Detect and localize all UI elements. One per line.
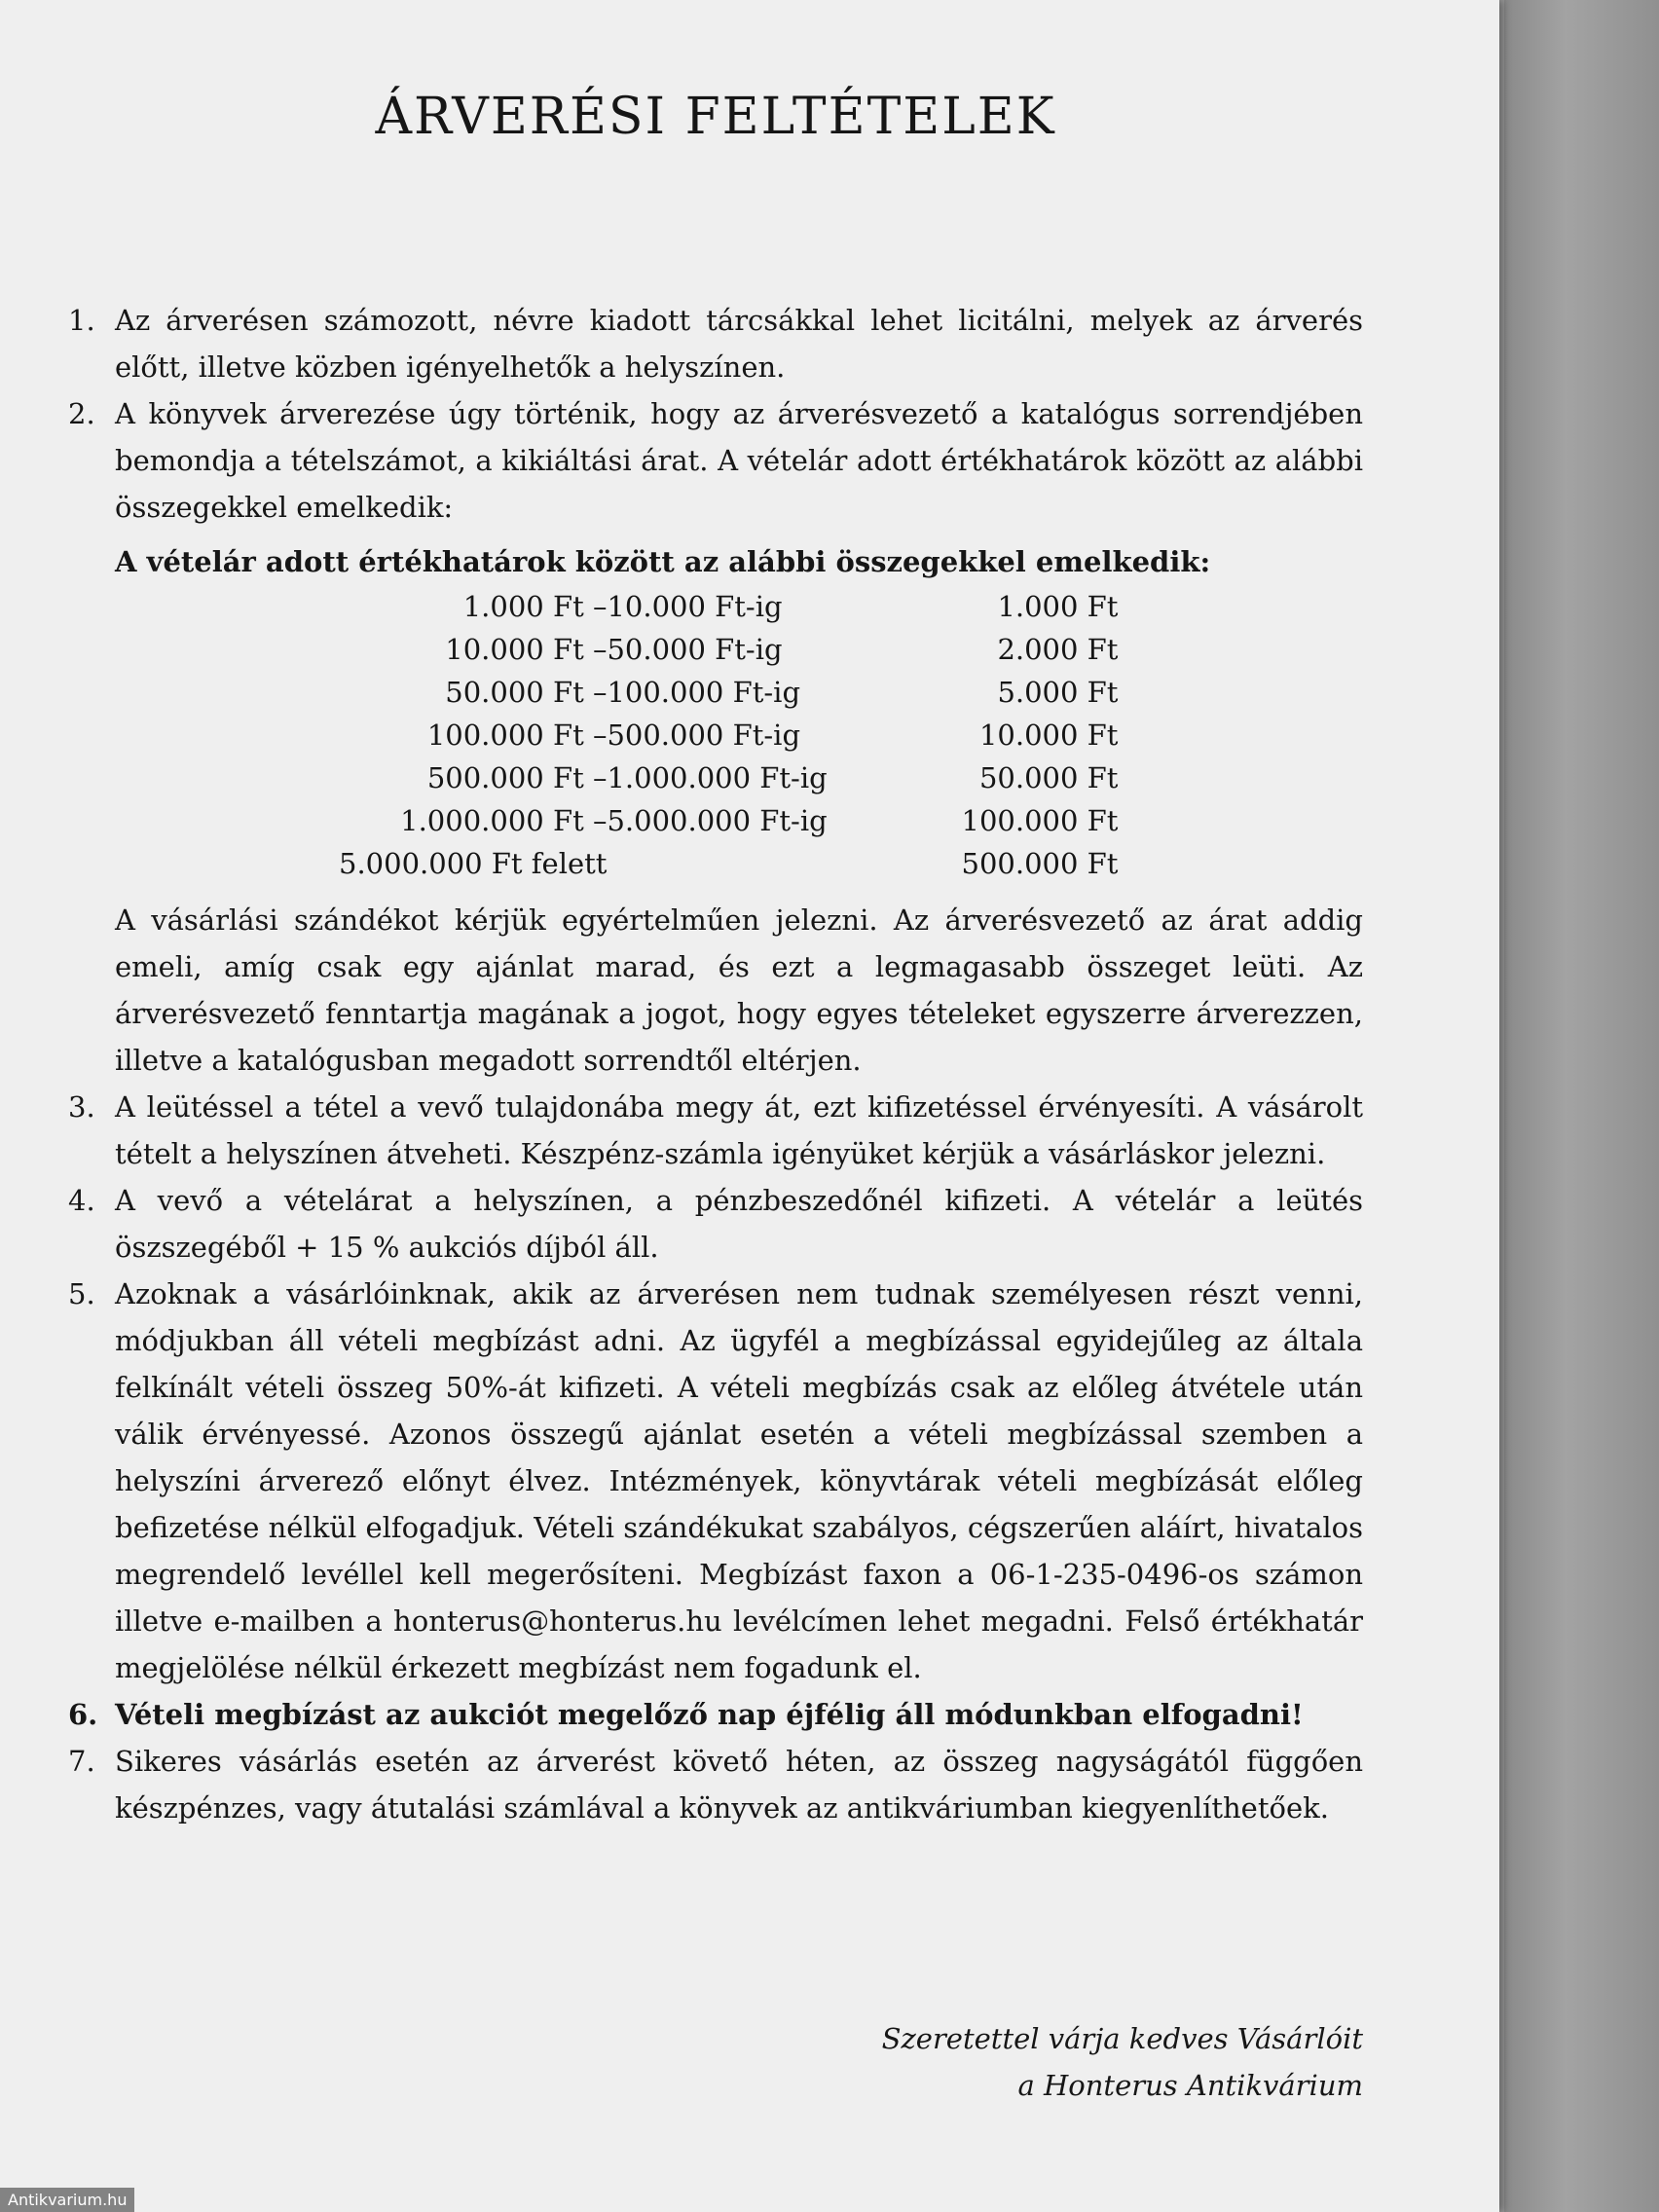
increment-step: 10.000 Ft	[978, 719, 1119, 752]
term-item-3	[68, 1084, 1363, 1177]
term-number: 3.	[68, 1090, 95, 1124]
increment-step: 100.000 Ft	[961, 804, 1119, 837]
table-row	[339, 756, 1118, 799]
signature-line-2: a Honterus Antikvárium	[1017, 2069, 1363, 2102]
term-item-4	[68, 1177, 1363, 1271]
bid-increment-heading: A vételár adott értékhatárok között az alábbi összegekkel emelkedik:	[115, 545, 1211, 578]
term-number: 7.	[68, 1745, 95, 1778]
term-text: Az árverésen számozott, névre kiadott tárcsákkal lehet licitálni, melyek az árverés előtt, illetve közben igényelhetők a helyszínen.	[115, 304, 1363, 384]
term-text: A könyvek árverezése úgy történik, hogy az árverésvezető a katalógus sorrendjében bemondja a tételszámot, a kikiáltási árat. A vételár adott értékhatárok között az alábbi összegekkel emelkedik:	[115, 397, 1363, 524]
range-from: 50.000 Ft –	[445, 676, 608, 709]
range-to	[607, 842, 918, 885]
bid-increment-table	[115, 538, 1363, 885]
term-item-1	[68, 297, 1363, 390]
term-item-2	[68, 390, 1363, 1084]
term-item-5	[68, 1271, 1363, 1691]
increment-step: 2.000 Ft	[997, 633, 1119, 666]
term-text: A leütéssel a tétel a vevő tulajdonába megy át, ezt kifizetéssel érvényesíti. A vásárolt tételt a helyszínen átveheti. Készpénz-számla igényüket kérjük a vásárláskor jelezni.	[115, 1090, 1363, 1170]
table-row	[339, 799, 1118, 842]
range-to: 10.000 Ft-ig	[607, 590, 783, 623]
term-number: 4.	[68, 1184, 95, 1217]
increment-step: 50.000 Ft	[978, 761, 1119, 794]
watermark: Antikvarium.hu	[0, 2188, 134, 2212]
term-number: 2.	[68, 397, 95, 430]
term-text: Sikeres vásárlás esetén az árverést követő héten, az összeg nagyságától függően készpénzes, vagy átutalási számlával a könyvek az antikváriumban kiegyenlíthetőek.	[115, 1745, 1363, 1825]
range-from: 1.000.000 Ft –	[400, 804, 608, 837]
signature-block	[882, 2015, 1363, 2109]
background-surface	[1504, 0, 1659, 2212]
term-item-6	[68, 1691, 1363, 1738]
range-from: 100.000 Ft –	[426, 719, 608, 752]
range-to: 5.000.000 Ft-ig	[607, 804, 828, 837]
range-to: 500.000 Ft-ig	[607, 719, 801, 752]
range-from: 5.000.000 Ft felett	[339, 847, 608, 880]
increment-step: 5.000 Ft	[997, 676, 1119, 709]
page-title: ÁRVERÉSI FELTÉTELEK	[375, 88, 1056, 146]
increment-step: 1.000 Ft	[997, 590, 1119, 623]
range-to: 50.000 Ft-ig	[607, 633, 783, 666]
table-row	[339, 842, 1118, 885]
increment-step: 500.000 Ft	[961, 847, 1119, 880]
page-content	[68, 83, 1363, 2102]
range-to: 100.000 Ft-ig	[607, 676, 801, 709]
table-row	[339, 671, 1118, 714]
range-from: 10.000 Ft –	[445, 633, 608, 666]
term-text: Vételi megbízást az aukciót megelőző nap éjfélig áll módunkban elfogadni!	[115, 1698, 1304, 1731]
range-from: 1.000 Ft –	[462, 590, 608, 623]
term-number: 1.	[68, 304, 95, 337]
term-number: 5.	[68, 1277, 95, 1310]
bidding-note: A vásárlási szándékot kérjük egyértelműen jelezni. Az árverésvezető az árat addig emeli, amíg csak egy ajánlat marad, és ezt a legmagasabb összeget leüti. Az árverésvezető fenntartja magának a jogot, hogy egyes tételeket egyszerre árverezzen, illetve a katalógusban megadott sorrendtől eltérjen.	[115, 903, 1363, 1077]
table-row	[339, 714, 1118, 756]
term-text: Azoknak a vásárlóinknak, akik az árverésen nem tudnak személyesen részt venni, módjukban áll vételi megbízást adni. Az ügyfél a megbízással egyidejűleg az általa felkínált vételi összeg 50%-át kifizeti. A vételi megbízás csak az előleg átvétele után válik érvényessé. Azonos összegű ajánlat esetén a vételi megbízással szemben a helyszíni árverező előnyt élvez. Intézmények, könyvtárak vételi megbízását előleg befizetése nélkül elfogadjuk. Vételi szándékukat szabályos, cégszerűen aláírt, hivatalos megrendelő levéllel kell megerősíteni. Megbízást faxon a 06-1-235-0496-os számon illetve e-mailben a honterus@honterus.hu levélcímen lehet megadni. Felső értékhatár megjelölése nélkül érkezett megbízást nem fogadunk el.	[115, 1277, 1363, 1684]
table-row	[339, 585, 1118, 628]
range-to: 1.000.000 Ft-ig	[607, 761, 828, 794]
term-item-7	[68, 1738, 1363, 1831]
table-row	[339, 628, 1118, 671]
bid-increment-rows	[339, 585, 1118, 885]
term-text: A vevő a vételárat a helyszínen, a pénzbeszedőnél kifizeti. A vételár a leütés öszszegéből + 15 % aukciós díjból áll.	[115, 1184, 1363, 1264]
signature-line-1: Szeretettel várja kedves Vásárlóit	[881, 2022, 1363, 2055]
terms-list	[68, 297, 1363, 1831]
term-number: 6.	[68, 1698, 98, 1731]
range-from: 500.000 Ft –	[426, 761, 608, 794]
